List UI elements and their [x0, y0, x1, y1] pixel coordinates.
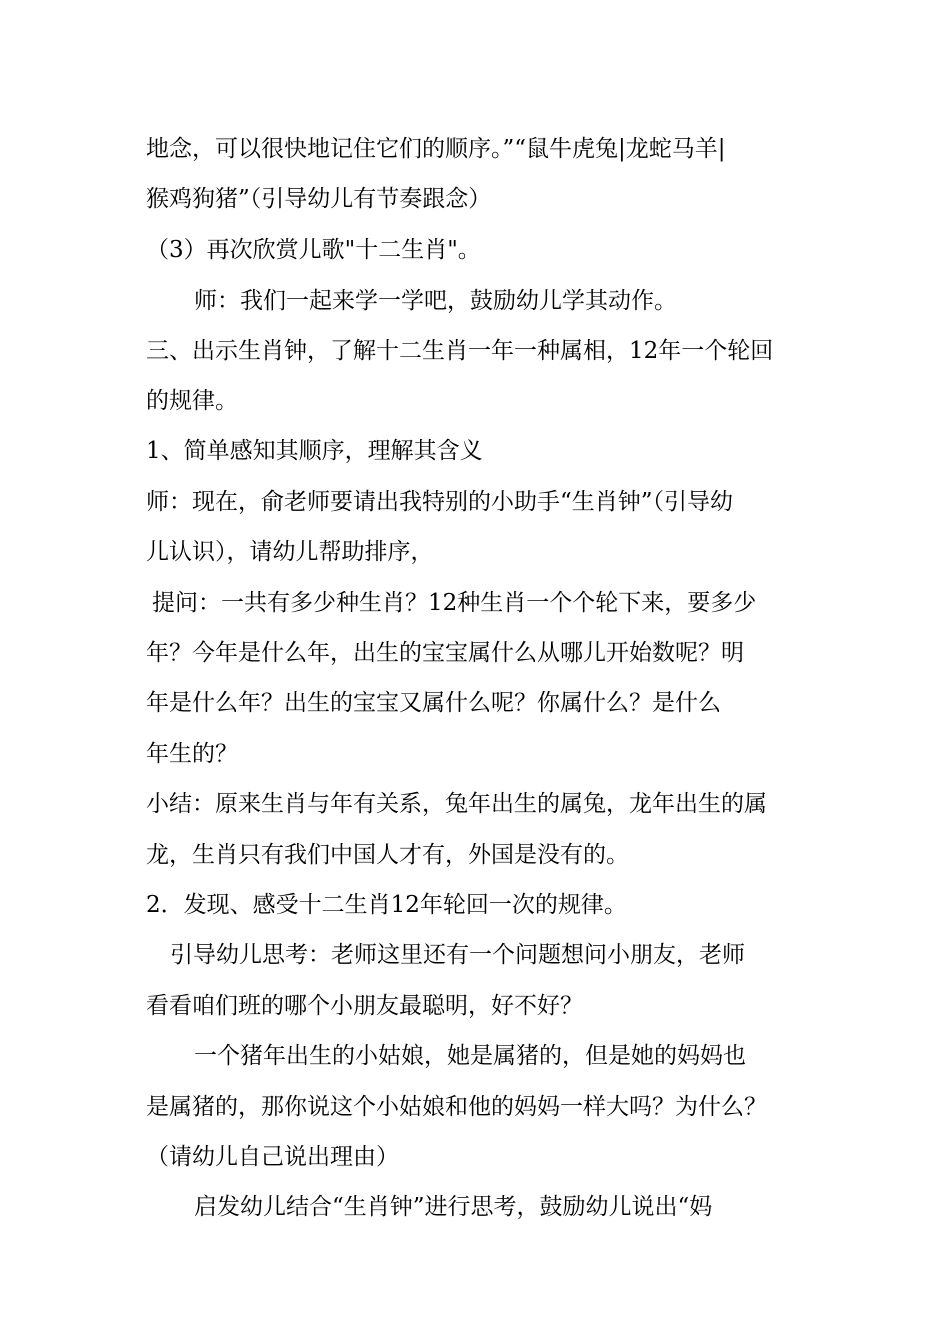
text-line-16: 2．发现、感受十二生肖12年轮回一次的规律。 — [146, 892, 627, 918]
text-line-4: 师：我们一起来学一学吧，鼓励幼儿学其动作。 — [194, 288, 677, 314]
text-line-18: 看看咱们班的哪个小朋友最聪明，好不好？ — [146, 993, 583, 1019]
text-line-6: 的规律。 — [146, 388, 238, 414]
text-line-20: 是属猪的，那你说这个小姑娘和他的妈妈一样大吗？为什么？ — [146, 1094, 767, 1120]
text-line-11: 年？今年是什么年，出生的宝宝属什么从哪儿开始数呢？明 — [146, 640, 744, 666]
text-line-19: 一个猪年出生的小姑娘，她是属猪的，但是她的妈妈也 — [194, 1043, 746, 1069]
text-line-15: 龙，生肖只有我们中国人才有，外国是没有的。 — [146, 842, 629, 868]
text-line-7: 1、简单感知其顺序，理解其含义 — [146, 438, 483, 464]
text-line-10: 提问：一共有多少种生肖？12种生肖一个个轮下来，要多少 — [152, 590, 757, 616]
text-line-9: 儿认识），请幼儿帮助排序， — [146, 539, 434, 565]
text-line-21: （请幼儿自己说出理由） — [146, 1144, 399, 1170]
text-line-12: 年是什么年？出生的宝宝又属什么呢？你属什么？是什么 — [146, 690, 721, 716]
text-line-5: 三、出示生肖钟，了解十二生肖一年一种属相，12年一个轮回 — [146, 338, 774, 364]
text-line-13: 年生的？ — [146, 741, 238, 767]
text-line-1: 地念，可以很快地记住它们的顺序。”“鼠牛虎兔|龙蛇马羊| — [146, 136, 726, 162]
text-line-22: 启发幼儿结合“生肖钟”进行思考，鼓励幼儿说出“妈 — [194, 1194, 713, 1220]
text-line-14: 小结：原来生肖与年有关系，兔年出生的属兔，龙年出生的属 — [146, 791, 767, 817]
text-line-3: （3）再次欣赏儿歌"十二生肖"。 — [146, 237, 481, 263]
text-line-2: 猴鸡狗猪”（引导幼儿有节奏跟念） — [146, 186, 492, 212]
text-line-8: 师：现在，俞老师要请出我特别的小助手“生肖钟”（引导幼 — [146, 489, 734, 515]
text-line-17: 引导幼儿思考：老师这里还有一个问题想问小朋友，老师 — [170, 942, 745, 968]
